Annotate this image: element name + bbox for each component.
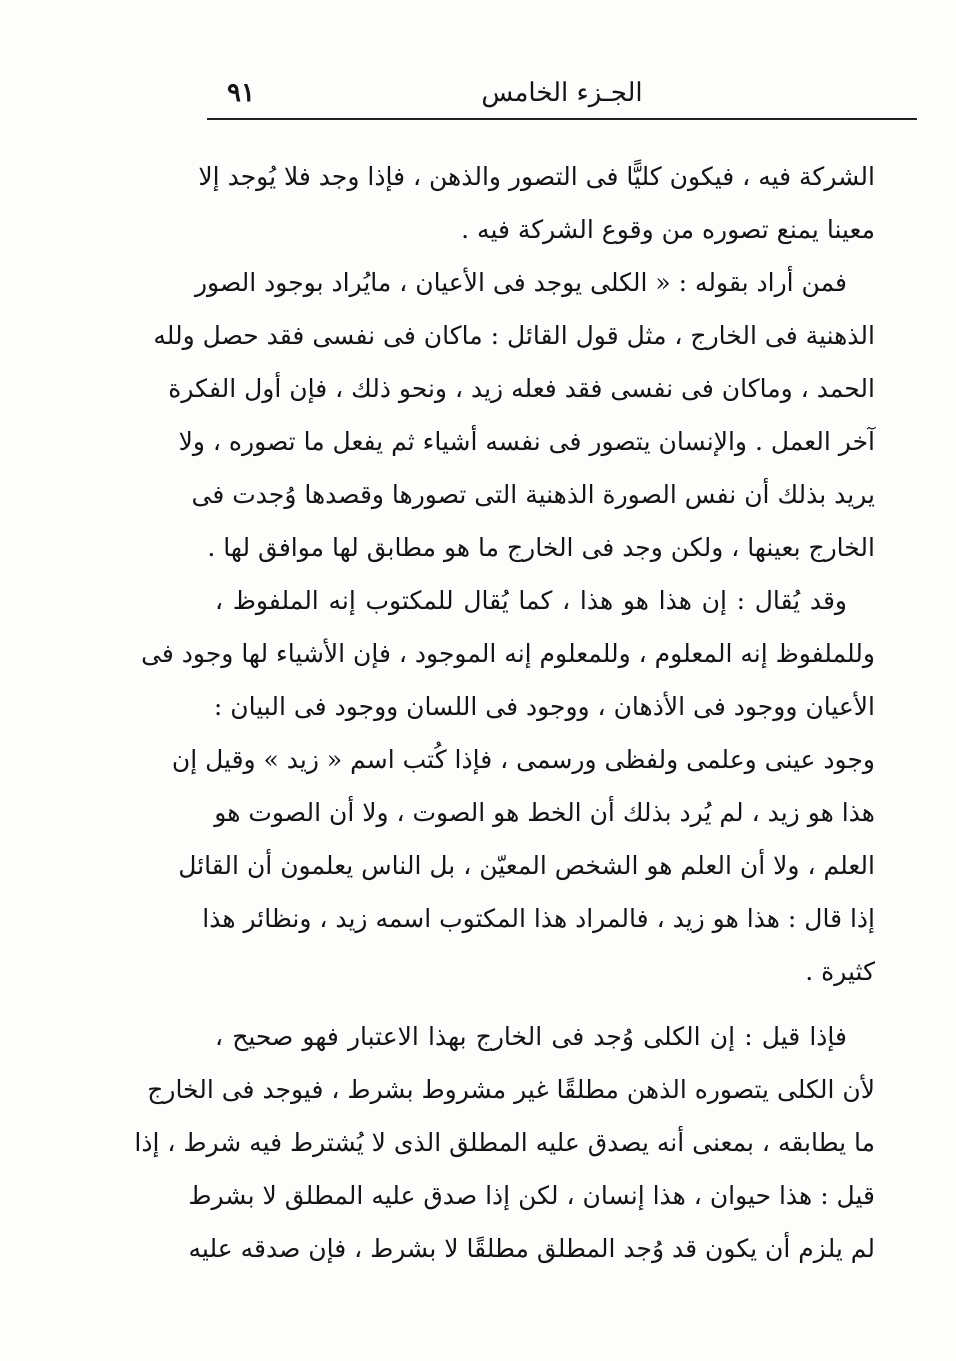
text-line: معينا يمنع تصوره من وقوع الشركة فيه .	[461, 215, 875, 244]
paragraph	[153, 256, 875, 574]
text-line: لأن الكلى يتصوره الذهن مطلقًا غير مشروط بشرط ، فيوجد فى الخارج	[147, 1075, 875, 1104]
header-rule	[207, 118, 917, 120]
text-line: فمن أراد بقوله : « الكلى يوجد فى الأعيان ، مايُراد بوجود الصور	[194, 268, 847, 297]
text-line: لم يلزم أن يكون قد وُجد المطلق مطلقًا لا بشرط ، فإن صدقه عليه	[188, 1234, 875, 1263]
text-line: آخر العمل . والإنسان يتصور فى نفسه أشياء ثم يفعل ما تصوره ، ولا	[178, 427, 875, 456]
text-line: وقد يُقال : إن هذا هو هذا ، كما يُقال للمكتوب إنه الملفوظ ،	[215, 586, 847, 615]
text-line: الخارج بعينها ، ولكن وجد فى الخارج ما هو مطابق لها موافق لها .	[207, 533, 875, 562]
paragraph	[134, 1010, 875, 1275]
text-line: الذهنية فى الخارج ، مثل قول القائل : ماكان فى نفسى فقد حصل ولله	[153, 321, 875, 350]
body-text	[134, 150, 875, 1275]
text-line: ما يطابقه ، بمعنى أنه يصدق عليه المطلق الذى لا يُشترط فيه شرط ، إذا	[134, 1128, 875, 1157]
text-line: الحمد ، وماكان فى نفسى فقد فعله زيد ، ونحو ذلك ، فإن أول الفكرة	[168, 374, 875, 403]
paragraph	[141, 574, 875, 998]
text-line: قيل : هذا حيوان ، هذا إنسان ، لكن إذا صدق عليه المطلق لا بشرط	[188, 1181, 875, 1210]
running-title: الجـزء الخامس	[481, 78, 643, 108]
text-line: يريد بذلك أن نفس الصورة الذهنية التى تصورها وقصدها وُجدت فى	[191, 480, 875, 509]
text-line: العلم ، ولا أن العلم هو الشخص المعيّن ، بل الناس يعلمون أن القائل	[178, 851, 875, 880]
text-line: إذا قال : هذا هو زيد ، فالمراد هذا المكتوب اسمه زيد ، ونظائر هذا	[202, 904, 875, 933]
text-line: هذا هو زيد ، لم يُرد بذلك أن الخط هو الصوت ، ولا أن الصوت هو	[214, 798, 875, 827]
text-line: وجود عينى وعلمى ولفظى ورسمى ، فإذا كُتب اسم « زيد » وقيل إن	[171, 745, 875, 774]
page-number: ٩١	[227, 78, 255, 108]
text-line: الأعيان ووجود فى الأذهان ، ووجود فى اللسان ووجود فى البيان :	[213, 692, 875, 721]
page-header	[207, 70, 917, 120]
text-line: الشركة فيه ، فيكون كليًّا فى التصور والذهن ، فإذا وجد فلا يُوجد إلا	[198, 162, 875, 191]
text-line: كثيرة .	[805, 957, 875, 986]
paragraph	[198, 150, 875, 256]
text-line: وللملفوظ إنه المعلوم ، وللمعلوم إنه الموجود ، فإن الأشياء لها وجود فى	[141, 639, 875, 668]
text-line: فإذا قيل : إن الكلى وُجد فى الخارج بهذا الاعتبار فهو صحيح ،	[215, 1022, 847, 1051]
